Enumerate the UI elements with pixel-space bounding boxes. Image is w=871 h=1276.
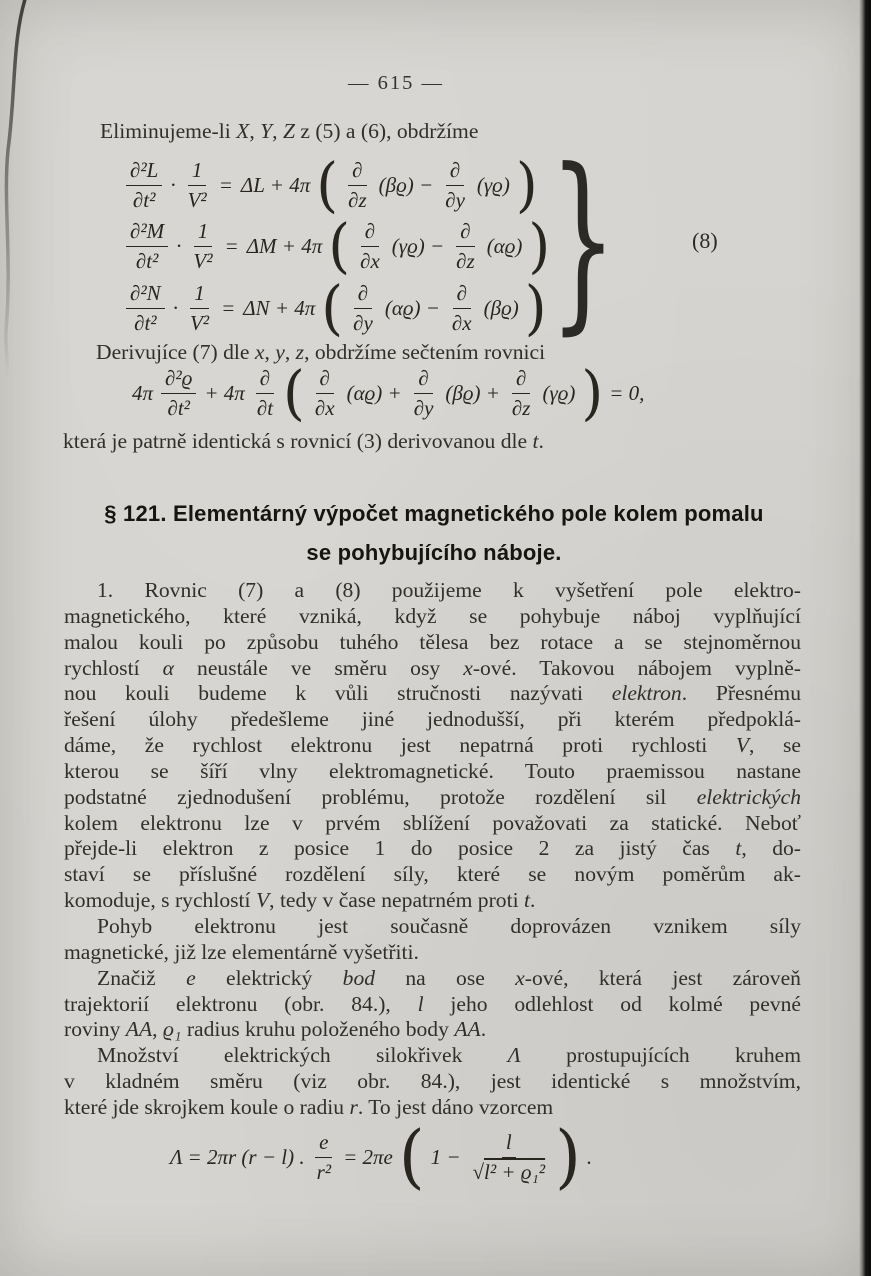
fraction: $\frac{\partial}{\partial z}$ — [511, 366, 531, 420]
eq-text: = — [218, 173, 233, 197]
big-paren: ) — [528, 211, 551, 281]
eq-text: (γϱ) — [542, 381, 576, 405]
text-line: řešení úlohy předešleme jiné jednodušší, při kterém předpoklá- — [64, 707, 801, 732]
flux-equation — [166, 1116, 596, 1197]
fraction: $\frac{\partial}{\partial z}$ — [348, 158, 367, 212]
fraction: $\frac{\partial}{\partial z}$ — [456, 219, 475, 273]
fraction: $\frac{\partial}{\partial y}$ — [413, 366, 434, 420]
page-number: — 615 — — [348, 72, 444, 94]
eq-text: (γϱ) − — [391, 234, 445, 258]
equation-8-brace: } — [549, 128, 617, 352]
text-line: přejde-li elektron z posice 1 do posice 2 za jistý čas t, do- — [64, 836, 801, 861]
text-line: staví se příslušné rozdělení síly, které se novým poměrům ak- — [64, 862, 801, 887]
big-paren: ( — [316, 150, 339, 220]
big-paren: ( — [283, 358, 305, 428]
fraction: $\frac{\text{∂²ϱ}}{\text{∂t²}}$ — [161, 366, 196, 421]
eq-text: (βϱ) — [483, 296, 519, 320]
text-line: které jde skrojkem koule o radiu r. To jest dáno vzorcem — [64, 1094, 554, 1119]
text-line: Množství elektrických silokřivek Λ prostupujících kruhem — [97, 1043, 801, 1068]
fraction: $\frac{\partial}{\partial y}$ — [445, 158, 465, 212]
text-line: rychlostí α neustále ve směru osy x-ové. Takovou nábojem vyplně- — [64, 655, 801, 680]
eq-text: ΔL + 4π — [240, 173, 311, 197]
eq-text: = 2πe — [343, 1144, 393, 1169]
big-paren: ( — [328, 211, 351, 281]
eq-text: · — [172, 296, 178, 320]
text-line: podstatné zjednodušení problému, protože rozdělení sil elektrických — [64, 784, 801, 809]
continuity-equation — [128, 358, 648, 428]
big-paren: ( — [321, 273, 344, 343]
fraction: $\frac{l}{\text{√l² + ϱ₁²}}$ — [472, 1129, 546, 1184]
text-line: v kladném směru (viz obr. 84.), jest identické s množstvím, — [64, 1069, 801, 1094]
eq-text: = 0, — [609, 381, 645, 405]
eq-text: (αϱ) − — [384, 296, 440, 320]
big-paren: ) — [555, 1116, 581, 1197]
eq-text: (γϱ) — [476, 173, 510, 197]
big-paren: ( — [398, 1116, 425, 1197]
fraction: $\frac{\text{∂²N}}{\text{∂t²}}$ — [126, 281, 165, 336]
scanned-page-edge — [859, 0, 871, 1276]
big-paren: ) — [515, 150, 538, 220]
fraction: $\frac{\partial}{\partial t}$ — [256, 366, 274, 420]
fraction: $\frac{\partial}{\partial x}$ — [360, 219, 380, 273]
equation-8-row-3 — [122, 273, 549, 343]
fraction: $\frac{1}{\text{V²}}$ — [189, 281, 210, 335]
text-line: trajektorií elektronu (obr. 84.), l jeho odlehlost od kolmé pevné — [64, 991, 801, 1016]
text-line: magnetického, které vzniká, když se pohybuje náboj vyplňující — [64, 603, 801, 628]
fraction: $\frac{1}{\text{V²}}$ — [187, 158, 207, 212]
intro-line: Eliminujeme-li X, Y, Z z (5) a (6), obdržíme — [100, 119, 479, 143]
big-paren: ) — [581, 358, 604, 428]
eq-text: (αϱ) + — [346, 381, 402, 405]
eq-text: + 4π — [204, 381, 245, 405]
fraction: $\frac{e}{\text{r²}}$ — [316, 1129, 332, 1184]
eq-text: ΔM + 4π — [246, 234, 323, 258]
eq-text: 1 − — [430, 1144, 461, 1169]
eq-text: (αϱ) — [486, 234, 523, 258]
eq-text: · — [176, 234, 182, 258]
eq-text: ΔN + 4π — [243, 296, 316, 320]
text-line: dáme, že rychlost elektronu jest nepatrná proti rychlosti V, se — [64, 733, 801, 758]
equation-8-label: (8) — [692, 228, 718, 253]
eq-text: (βϱ) − — [378, 173, 434, 197]
fraction: $\frac{1}{\text{V²}}$ — [193, 219, 213, 273]
equation-8-row-1 — [122, 150, 540, 220]
text-line: magnetické, již lze elementárně vyšetřiti. — [64, 939, 419, 964]
body-text — [64, 578, 801, 1121]
derivation-intro-line: Derivujíce (7) dle x, y, z, obdržíme sečtením rovnici — [96, 340, 546, 364]
page-curl-artifact — [0, 0, 40, 380]
text-line: 1. Rovnic (7) a (8) použijeme k vyšetření pole elektro- — [97, 578, 801, 602]
text-line: komoduje, s rychlostí V, tedy v čase nepatrném proti t. — [64, 888, 536, 913]
section-heading-line-1: § 121. Elementárný výpočet magnetického pole kolem pomalu — [104, 501, 764, 526]
fraction: $\frac{\partial}{\partial y}$ — [353, 281, 373, 335]
section-heading-line-2: se pohybujícího náboje. — [306, 540, 562, 565]
eq-text: . — [586, 1144, 593, 1169]
eq-text: = — [224, 234, 239, 258]
text-line: Pohyb elektronu jest současně doprovázen vznikem síly — [97, 913, 801, 938]
identity-note-line: která je patrně identická s rovnicí (3) derivovanou dle t. — [63, 429, 544, 453]
eq-text: 4π — [132, 381, 154, 405]
fraction: $\frac{\text{∂²L}}{\text{∂t²}}$ — [126, 158, 162, 213]
text-line: roviny AA, ϱ₁ radius kruhu položeného body AA. — [64, 1017, 487, 1042]
text-line: kolem elektronu lze v prvém sblížení považovati za statické. Neboť — [64, 810, 801, 835]
text-line: nou kouli budeme k vůli stručnosti nazývati elektron. Přesnému — [64, 681, 801, 706]
eq-text: (βϱ) + — [445, 381, 500, 405]
eq-text: · — [170, 173, 176, 197]
text-line: Značiž e elektrický bod na ose x-ové, která jest zároveň — [97, 965, 801, 990]
fraction: $\frac{\partial}{\partial x}$ — [451, 281, 472, 335]
text-line: kterou se šíří vlny elektromagnetické. Touto praemissou nastane — [64, 758, 801, 783]
fraction: $\frac{\partial}{\partial x}$ — [314, 366, 335, 420]
fraction: $\frac{\text{∂²M}}{\text{∂t²}}$ — [126, 219, 168, 274]
eq-text: = — [221, 296, 236, 320]
big-paren: ) — [524, 273, 547, 343]
eq-text: Λ = 2πr (r − l) . — [170, 1144, 305, 1169]
text-line: malou kouli po způsobu tuhého tělesa bez rotace a se stejnoměrnou — [64, 629, 801, 654]
equation-8-row-2 — [122, 211, 552, 281]
